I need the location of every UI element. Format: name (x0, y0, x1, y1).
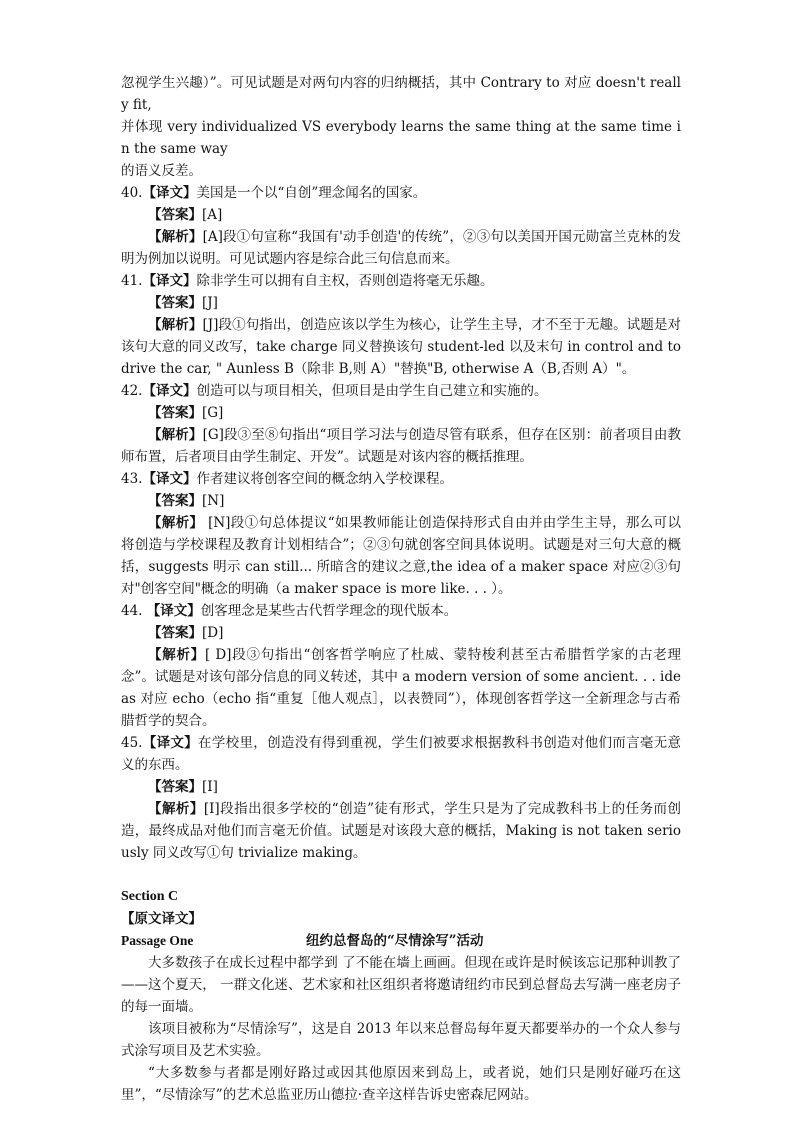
answer-line (121, 490, 681, 512)
continued-analysis-line-3: 的语义反差。 (121, 163, 202, 179)
answer-item-43 (121, 468, 681, 600)
answer-label: 【答案】 (148, 779, 202, 795)
section-subtitle: 【原文译文】 (121, 911, 202, 927)
analysis-paragraph (121, 512, 681, 600)
answer-label: 【答案】 (148, 295, 202, 311)
translation-text: 在学校里，创造没有得到重视，学生们被要求根据教科书创造对他们而言毫无意义的东西。 (121, 735, 682, 773)
question-number: 43. (121, 471, 143, 487)
translation-line (121, 468, 681, 490)
question-number: 44. (121, 603, 147, 619)
answer-value: [A] (202, 207, 223, 223)
answer-item-40 (121, 182, 681, 270)
analysis-label: 【解析】 (148, 801, 204, 817)
passage-paragraph-3: “大多数参与者都是刚好路过或因其他原因来到岛上，或者说，她们只是刚好碰巧在这里”，“尽情涂写”的艺术总监亚历山德拉·查辛这样告诉史密森尼网站。 (121, 1065, 681, 1103)
analysis-label: 【解析】 (148, 515, 204, 531)
translation-label: 【译文】 (142, 383, 197, 399)
analysis-label: 【解析】 (148, 647, 206, 663)
answer-value: [D] (202, 625, 224, 641)
analysis-label: 【解析】 (148, 427, 203, 443)
translation-line (121, 380, 681, 402)
answer-value: [I] (202, 779, 218, 795)
analysis-paragraph (121, 424, 681, 468)
translation-label: 【译文】 (142, 471, 197, 487)
analysis-text: [ D]段③句指出“创客哲学响应了杜威、蒙特梭利甚至古希腊哲学家的古老理念”。试题是对该句部分信息的同义转述，其中 a modern version of some ancient. . . ideas 对应 echo（echo 指“重复［他人观点］，以表赞同”），体现创客哲学这一全新理念与古希腊哲学的契合。 (121, 647, 681, 729)
translation-line (121, 600, 681, 622)
translation-line (121, 732, 681, 776)
translation-text: 创客理念是某些古代哲学理念的现代版本。 (200, 603, 458, 619)
translation-text: 美国是一个以“自创”理念闻名的国家。 (196, 185, 427, 201)
continued-analysis-line-2: 并体现 very individualized VS everybody learns the same thing at the same time in the same way (121, 119, 681, 157)
continued-analysis-line-1: 忽视学生兴趣）”。可见试题是对两句内容的归纳概括，其中 Contrary to 对应 doesn't really fit, (121, 75, 681, 113)
analysis-label: 【解析】 (148, 229, 203, 245)
analysis-paragraph (121, 226, 681, 270)
answer-value: [G] (202, 405, 224, 421)
translation-label: 【译文】 (146, 603, 201, 619)
question-number: 42. (121, 383, 143, 399)
answer-label: 【答案】 (148, 405, 202, 421)
analysis-label: 【解析】 (148, 317, 203, 333)
question-number: 40. (121, 185, 143, 201)
analysis-text: [A]段①句宣称“我国有'动手创造'的传统”，②③句以美国开国元勋富兰克林的发明为例加以说明。可见试题内容是综合此三句信息而来。 (121, 229, 682, 267)
answer-line (121, 622, 681, 644)
answer-item-41 (121, 270, 681, 380)
answer-line (121, 402, 681, 424)
analysis-paragraph (121, 644, 681, 732)
question-number: 45. (121, 735, 143, 751)
analysis-paragraph (121, 798, 681, 864)
passage-paragraph-1: 大多数孩子在成长过程中都学到 了不能在墙上画画。但现在或许是时候该忘记那种训教了——这个夏天， 一群文化迷、艺术家和社区组织者将邀请纽约市民到总督岛去写满一座老房子的每一面墙。 (121, 955, 681, 1015)
translation-line (121, 270, 681, 292)
translation-text: 创造可以与项目相关，但项目是由学生自己建立和实施的。 (196, 383, 548, 399)
analysis-text: [N]段①句总体提议“如果教师能让创造保持形式自由并由学生主导，那么可以将创造与学校课程及教育计划相结合”；②③句就创客空间具体说明。试题是对三句大意的概括，suggests 明示 can still... 所暗含的建议之意,the idea of a maker space 对应②③句对"创客空间"概念的明确（a maker space is more like. . . ）。 (121, 515, 681, 597)
answer-label: 【答案】 (148, 493, 202, 509)
answer-line (121, 204, 681, 226)
section-heading: Section C (121, 889, 179, 904)
analysis-text: [J]段①句指出，创造应该以学生为核心，让学生主导，才不至于无趣。试题是对该句大意的同义改写，take charge 同义替换该句 student-led 以及末句 in control and to drive the car, " Aunless B（除非 B,则 A）"替换"B, otherwise A（B,否则 A）"。 (121, 317, 682, 377)
passage-title: 纽约总督岛的“尽情涂写”活动 (306, 933, 484, 949)
translation-line (121, 182, 681, 204)
analysis-text: [G]段③至⑧句指出“项目学习法与创造尽管有联系，但存在区别：前者项目由教师布置，后者项目由学生制定、开发”。试题是对该内容的概括推理。 (121, 427, 682, 465)
answer-line (121, 776, 681, 798)
analysis-paragraph (121, 314, 681, 380)
answer-value: [N] (202, 493, 225, 509)
answer-item-44 (121, 600, 681, 732)
answer-item-45 (121, 732, 681, 864)
question-number: 41. (121, 273, 143, 289)
document-page (121, 72, 681, 1106)
translation-text: 除非学生可以拥有自主权，否则创造将毫无乐趣。 (196, 273, 494, 289)
passage-label: Passage One (121, 933, 194, 948)
translation-text: 作者建议将创客空间的概念纳入学校课程。 (196, 471, 453, 487)
passage-header (121, 930, 681, 952)
answer-value: [J] (202, 295, 218, 311)
passage-paragraph-2: 该项目被称为“尽情涂写”，这是自 2013 年以来总督岛每年夏天都要举办的一个众人参与式涂写项目及艺术实验。 (121, 1021, 681, 1059)
translation-label: 【译文】 (142, 735, 199, 751)
answer-line (121, 292, 681, 314)
translation-label: 【译文】 (142, 273, 197, 289)
translation-label: 【译文】 (142, 185, 197, 201)
analysis-text: [I]段指出很多学校的“创造”徒有形式，学生只是为了完成教科书上的任务而创造，最终成品对他们而言毫无价值。试题是对该段大意的概括，Making is not taken seriously 同义改写①句 trivialize making。 (121, 801, 682, 861)
answer-label: 【答案】 (148, 207, 202, 223)
answer-item-42 (121, 380, 681, 468)
answer-label: 【答案】 (148, 625, 202, 641)
